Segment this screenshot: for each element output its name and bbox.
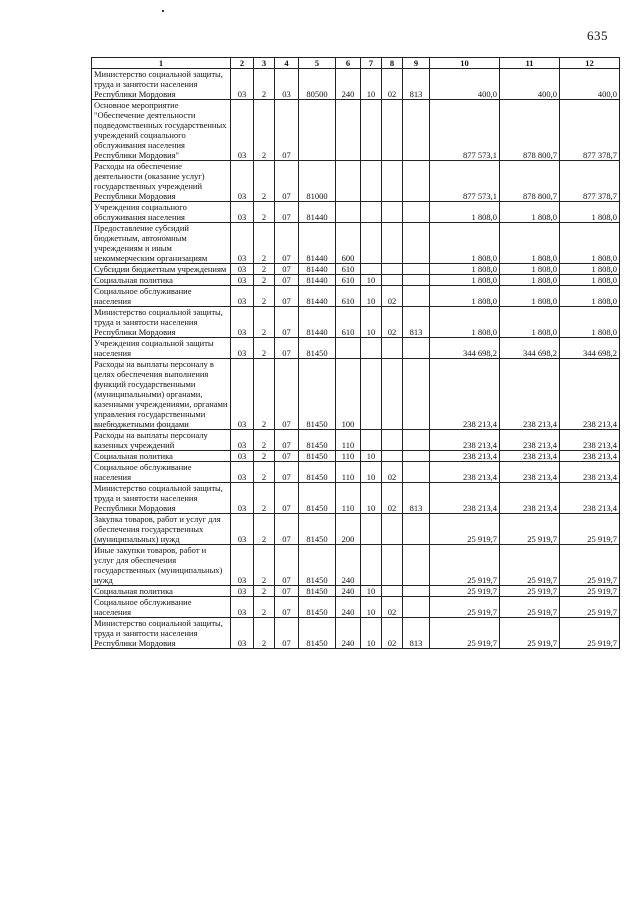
code-cell: 813	[403, 618, 430, 649]
scan-speck	[162, 10, 164, 12]
amount-cell: 25 919,7	[500, 545, 560, 586]
code-cell	[403, 100, 430, 161]
column-header: 1	[92, 58, 231, 69]
amount-cell: 1 808,0	[430, 264, 500, 275]
row-name-cell: Министерство социальной защиты, труда и занятости населения Республики Мордовия	[92, 618, 231, 649]
code-cell	[403, 338, 430, 359]
code-cell: 07	[275, 275, 299, 286]
row-name-cell: Субсидии бюджетным учреждениям	[92, 264, 231, 275]
code-cell: 81440	[299, 307, 336, 338]
code-cell: 03	[231, 100, 254, 161]
code-cell: 02	[382, 483, 403, 514]
amount-cell: 1 808,0	[560, 286, 620, 307]
amount-cell: 877 573,1	[430, 161, 500, 202]
code-cell: 110	[336, 483, 361, 514]
code-cell: 07	[275, 586, 299, 597]
amount-cell: 877 573,1	[430, 100, 500, 161]
code-cell: 07	[275, 338, 299, 359]
amount-cell: 344 698,2	[430, 338, 500, 359]
code-cell	[382, 545, 403, 586]
amount-cell: 1 808,0	[560, 223, 620, 264]
header-row	[92, 58, 620, 69]
code-cell: 110	[336, 462, 361, 483]
code-cell: 07	[275, 100, 299, 161]
code-cell	[403, 451, 430, 462]
row-name-cell: Социальная политика	[92, 451, 231, 462]
column-header: 9	[403, 58, 430, 69]
row-name-cell: Учреждения социального обслуживания населения	[92, 202, 231, 223]
code-cell: 07	[275, 597, 299, 618]
code-cell: 02	[382, 307, 403, 338]
column-header: 11	[500, 58, 560, 69]
code-cell: 07	[275, 359, 299, 430]
code-cell: 10	[361, 462, 382, 483]
code-cell: 2	[254, 161, 275, 202]
code-cell: 10	[361, 586, 382, 597]
code-cell: 03	[231, 451, 254, 462]
amount-cell: 238 213,4	[430, 430, 500, 451]
code-cell	[336, 161, 361, 202]
row-name-cell: Основное мероприятие "Обеспечение деятельности подведомственных государственных учреждений социального обслуживания населения Республики Мордовия"	[92, 100, 231, 161]
table-body	[92, 69, 620, 649]
column-header: 8	[382, 58, 403, 69]
code-cell: 03	[231, 307, 254, 338]
code-cell: 81450	[299, 338, 336, 359]
amount-cell: 1 808,0	[560, 202, 620, 223]
code-cell	[382, 430, 403, 451]
code-cell: 03	[231, 618, 254, 649]
code-cell: 10	[361, 286, 382, 307]
amount-cell: 238 213,4	[560, 462, 620, 483]
amount-cell: 1 808,0	[500, 223, 560, 264]
code-cell: 2	[254, 586, 275, 597]
code-cell	[403, 275, 430, 286]
code-cell: 10	[361, 451, 382, 462]
table-row	[92, 223, 620, 264]
code-cell: 2	[254, 483, 275, 514]
row-name-cell: Социальная политика	[92, 586, 231, 597]
table-row	[92, 161, 620, 202]
amount-cell: 238 213,4	[430, 483, 500, 514]
budget-table	[91, 57, 620, 649]
code-cell: 81450	[299, 597, 336, 618]
amount-cell: 238 213,4	[500, 359, 560, 430]
column-header: 4	[275, 58, 299, 69]
table-row	[92, 69, 620, 100]
row-name-cell: Закупка товаров, работ и услуг для обеспечения государственных (муниципальных) нужд	[92, 514, 231, 545]
code-cell: 03	[231, 462, 254, 483]
code-cell: 240	[336, 618, 361, 649]
code-cell	[403, 586, 430, 597]
table-row	[92, 430, 620, 451]
code-cell: 2	[254, 545, 275, 586]
code-cell: 81450	[299, 359, 336, 430]
code-cell: 240	[336, 597, 361, 618]
column-header: 2	[231, 58, 254, 69]
code-cell	[382, 202, 403, 223]
code-cell: 2	[254, 275, 275, 286]
code-cell: 81440	[299, 275, 336, 286]
code-cell: 07	[275, 161, 299, 202]
code-cell: 07	[275, 462, 299, 483]
code-cell: 600	[336, 223, 361, 264]
code-cell: 02	[382, 286, 403, 307]
table-row	[92, 618, 620, 649]
code-cell: 07	[275, 514, 299, 545]
amount-cell: 877 378,7	[560, 100, 620, 161]
table-row	[92, 451, 620, 462]
table-row	[92, 264, 620, 275]
amount-cell: 1 808,0	[500, 286, 560, 307]
row-name-cell: Социальное обслуживание населения	[92, 462, 231, 483]
code-cell	[382, 264, 403, 275]
code-cell: 02	[382, 597, 403, 618]
row-name-cell: Министерство социальной защиты, труда и занятости населения Республики Мордовия	[92, 69, 231, 100]
table-row	[92, 286, 620, 307]
code-cell: 200	[336, 514, 361, 545]
code-cell: 03	[275, 69, 299, 100]
code-cell: 610	[336, 275, 361, 286]
column-header: 5	[299, 58, 336, 69]
amount-cell: 238 213,4	[430, 359, 500, 430]
code-cell: 240	[336, 545, 361, 586]
code-cell: 2	[254, 514, 275, 545]
code-cell: 10	[361, 597, 382, 618]
table-row	[92, 359, 620, 430]
amount-cell: 238 213,4	[430, 462, 500, 483]
code-cell	[403, 223, 430, 264]
code-cell: 813	[403, 307, 430, 338]
amount-cell: 1 808,0	[560, 307, 620, 338]
code-cell	[361, 359, 382, 430]
amount-cell: 25 919,7	[560, 514, 620, 545]
code-cell	[403, 202, 430, 223]
row-name-cell: Учреждения социальной защиты населения	[92, 338, 231, 359]
code-cell	[382, 514, 403, 545]
code-cell	[403, 514, 430, 545]
code-cell	[361, 161, 382, 202]
amount-cell: 1 808,0	[430, 286, 500, 307]
code-cell	[336, 202, 361, 223]
code-cell	[361, 264, 382, 275]
column-header: 3	[254, 58, 275, 69]
code-cell: 2	[254, 618, 275, 649]
amount-cell: 238 213,4	[500, 451, 560, 462]
code-cell	[382, 451, 403, 462]
table-row	[92, 338, 620, 359]
row-name-cell: Иные закупки товаров, работ и услуг для обеспечения государственных (муниципальных) нужд	[92, 545, 231, 586]
code-cell	[403, 545, 430, 586]
table-row	[92, 597, 620, 618]
code-cell: 81440	[299, 202, 336, 223]
code-cell	[361, 202, 382, 223]
code-cell: 2	[254, 307, 275, 338]
code-cell: 80500	[299, 69, 336, 100]
code-cell: 2	[254, 451, 275, 462]
code-cell: 610	[336, 286, 361, 307]
amount-cell: 25 919,7	[500, 514, 560, 545]
code-cell: 03	[231, 338, 254, 359]
column-header: 6	[336, 58, 361, 69]
code-cell	[361, 514, 382, 545]
amount-cell: 25 919,7	[500, 597, 560, 618]
code-cell: 02	[382, 618, 403, 649]
amount-cell: 238 213,4	[500, 483, 560, 514]
amount-cell: 238 213,4	[430, 451, 500, 462]
code-cell: 03	[231, 69, 254, 100]
code-cell: 81450	[299, 483, 336, 514]
code-cell	[403, 597, 430, 618]
table-row	[92, 514, 620, 545]
code-cell	[336, 338, 361, 359]
amount-cell: 1 808,0	[500, 307, 560, 338]
amount-cell: 1 808,0	[500, 264, 560, 275]
row-name-cell: Расходы на выплаты персоналу казенных учреждений	[92, 430, 231, 451]
code-cell	[382, 275, 403, 286]
code-cell	[403, 462, 430, 483]
code-cell: 10	[361, 275, 382, 286]
code-cell: 07	[275, 483, 299, 514]
code-cell: 81450	[299, 451, 336, 462]
amount-cell: 25 919,7	[430, 618, 500, 649]
code-cell: 81440	[299, 264, 336, 275]
code-cell: 2	[254, 223, 275, 264]
table-row	[92, 483, 620, 514]
code-cell: 03	[231, 483, 254, 514]
row-name-cell: Министерство социальной защиты, труда и занятости населения Республики Мордовия	[92, 307, 231, 338]
code-cell: 07	[275, 307, 299, 338]
code-cell: 2	[254, 202, 275, 223]
row-name-cell: Расходы на выплаты персоналу в целях обеспечения выполнения функций государственными (муниципальными) органами, казенными учреждениями, органами управления государственными внебюджетными фондами	[92, 359, 231, 430]
code-cell: 2	[254, 359, 275, 430]
amount-cell: 877 378,7	[560, 161, 620, 202]
amount-cell: 25 919,7	[560, 597, 620, 618]
amount-cell: 344 698,2	[500, 338, 560, 359]
code-cell	[382, 223, 403, 264]
code-cell	[382, 100, 403, 161]
amount-cell: 1 808,0	[500, 275, 560, 286]
code-cell: 81450	[299, 430, 336, 451]
amount-cell: 878 800,7	[500, 100, 560, 161]
code-cell	[382, 586, 403, 597]
code-cell: 03	[231, 430, 254, 451]
code-cell: 110	[336, 430, 361, 451]
code-cell: 02	[382, 462, 403, 483]
amount-cell: 25 919,7	[560, 618, 620, 649]
code-cell: 03	[231, 275, 254, 286]
column-header: 7	[361, 58, 382, 69]
amount-cell: 1 808,0	[430, 202, 500, 223]
code-cell: 03	[231, 161, 254, 202]
table-row	[92, 586, 620, 597]
code-cell: 10	[361, 307, 382, 338]
code-cell	[361, 338, 382, 359]
amount-cell: 238 213,4	[500, 462, 560, 483]
code-cell: 2	[254, 462, 275, 483]
amount-cell: 1 808,0	[430, 307, 500, 338]
code-cell: 81450	[299, 462, 336, 483]
code-cell: 03	[231, 586, 254, 597]
code-cell: 03	[231, 264, 254, 275]
code-cell: 610	[336, 307, 361, 338]
code-cell: 2	[254, 264, 275, 275]
amount-cell: 344 698,2	[560, 338, 620, 359]
amount-cell: 25 919,7	[430, 514, 500, 545]
table-row	[92, 545, 620, 586]
amount-cell: 25 919,7	[430, 586, 500, 597]
amount-cell: 238 213,4	[560, 359, 620, 430]
code-cell: 02	[382, 69, 403, 100]
code-cell	[299, 100, 336, 161]
page-number: 635	[587, 28, 608, 43]
amount-cell: 25 919,7	[500, 618, 560, 649]
code-cell	[403, 161, 430, 202]
code-cell: 10	[361, 618, 382, 649]
code-cell: 81450	[299, 545, 336, 586]
code-cell: 07	[275, 545, 299, 586]
code-cell: 2	[254, 100, 275, 161]
code-cell: 07	[275, 430, 299, 451]
code-cell: 10	[361, 69, 382, 100]
code-cell: 81440	[299, 223, 336, 264]
code-cell: 07	[275, 202, 299, 223]
code-cell	[336, 100, 361, 161]
code-cell: 240	[336, 586, 361, 597]
code-cell: 81450	[299, 514, 336, 545]
code-cell: 240	[336, 69, 361, 100]
code-cell: 2	[254, 69, 275, 100]
row-name-cell: Предоставление субсидий бюджетным, автономным учреждениям и иным некоммерческим организациям	[92, 223, 231, 264]
code-cell: 03	[231, 286, 254, 307]
amount-cell: 25 919,7	[500, 586, 560, 597]
amount-cell: 25 919,7	[560, 545, 620, 586]
code-cell: 81440	[299, 286, 336, 307]
amount-cell: 400,0	[560, 69, 620, 100]
row-name-cell: Министерство социальной защиты, труда и занятости населения Республики Мордовия	[92, 483, 231, 514]
amount-cell: 1 808,0	[560, 264, 620, 275]
code-cell: 07	[275, 286, 299, 307]
amount-cell: 25 919,7	[430, 545, 500, 586]
code-cell: 07	[275, 264, 299, 275]
code-cell	[403, 359, 430, 430]
code-cell: 2	[254, 286, 275, 307]
amount-cell: 238 213,4	[560, 451, 620, 462]
code-cell: 813	[403, 69, 430, 100]
amount-cell: 1 808,0	[430, 275, 500, 286]
column-header: 10	[430, 58, 500, 69]
amount-cell: 25 919,7	[430, 597, 500, 618]
amount-cell: 400,0	[500, 69, 560, 100]
code-cell: 2	[254, 430, 275, 451]
table-row	[92, 462, 620, 483]
code-cell: 03	[231, 359, 254, 430]
table-row	[92, 275, 620, 286]
code-cell: 110	[336, 451, 361, 462]
amount-cell: 238 213,4	[500, 430, 560, 451]
table-row	[92, 202, 620, 223]
code-cell: 03	[231, 597, 254, 618]
code-cell	[382, 161, 403, 202]
row-name-cell: Расходы на обеспечение деятельности (оказание услуг) государственных учреждений Республики Мордовия	[92, 161, 231, 202]
code-cell	[361, 100, 382, 161]
code-cell: 07	[275, 618, 299, 649]
amount-cell: 1 808,0	[500, 202, 560, 223]
code-cell: 81450	[299, 586, 336, 597]
code-cell	[361, 223, 382, 264]
code-cell	[403, 430, 430, 451]
code-cell: 03	[231, 545, 254, 586]
amount-cell: 25 919,7	[560, 586, 620, 597]
code-cell: 07	[275, 451, 299, 462]
row-name-cell: Социальное обслуживание населения	[92, 597, 231, 618]
code-cell	[382, 359, 403, 430]
code-cell	[361, 545, 382, 586]
code-cell: 813	[403, 483, 430, 514]
amount-cell: 238 213,4	[560, 483, 620, 514]
code-cell: 2	[254, 338, 275, 359]
table-row	[92, 307, 620, 338]
code-cell: 81000	[299, 161, 336, 202]
code-cell: 03	[231, 514, 254, 545]
column-header: 12	[560, 58, 620, 69]
code-cell: 07	[275, 223, 299, 264]
amount-cell: 878 800,7	[500, 161, 560, 202]
amount-cell: 1 808,0	[560, 275, 620, 286]
code-cell	[403, 264, 430, 275]
code-cell: 81450	[299, 618, 336, 649]
row-name-cell: Социальное обслуживание населения	[92, 286, 231, 307]
code-cell: 03	[231, 202, 254, 223]
code-cell	[382, 338, 403, 359]
code-cell	[361, 430, 382, 451]
code-cell: 610	[336, 264, 361, 275]
table-row	[92, 100, 620, 161]
code-cell: 03	[231, 223, 254, 264]
code-cell: 2	[254, 597, 275, 618]
row-name-cell: Социальная политика	[92, 275, 231, 286]
amount-cell: 400,0	[430, 69, 500, 100]
code-cell	[403, 286, 430, 307]
code-cell: 10	[361, 483, 382, 514]
amount-cell: 238 213,4	[560, 430, 620, 451]
code-cell: 100	[336, 359, 361, 430]
amount-cell: 1 808,0	[430, 223, 500, 264]
